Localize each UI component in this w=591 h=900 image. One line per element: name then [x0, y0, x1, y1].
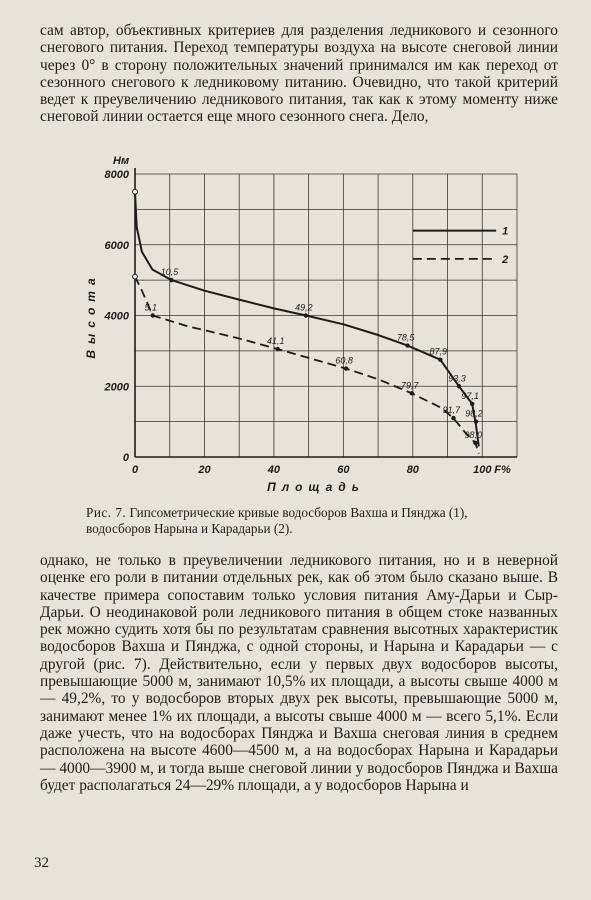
chart-legend — [413, 226, 508, 266]
y-tick-label: 4000 — [104, 310, 129, 323]
point-label: 79,7 — [401, 380, 419, 391]
caption-number: Рис. 7. — [86, 505, 127, 520]
point-label: 97,1 — [461, 390, 479, 401]
x-tick-label: 20 — [198, 464, 211, 476]
series-point — [410, 391, 414, 395]
chart-point-labels — [144, 267, 482, 440]
chart-ticks — [84, 155, 511, 494]
series-point — [451, 416, 455, 420]
legend-label-2: 2 — [502, 253, 509, 266]
y-unit-label: Нм — [113, 155, 130, 167]
point-label: 91,7 — [442, 405, 461, 416]
x-axis-label: Площадь — [267, 480, 365, 494]
series-point — [405, 343, 409, 347]
x-unit-label: F% — [494, 464, 511, 476]
series-point — [470, 402, 474, 406]
y-tick-label: 6000 — [104, 239, 129, 252]
series-point — [438, 358, 442, 362]
x-tick-label: 80 — [406, 464, 419, 476]
figure-caption — [86, 505, 506, 537]
series-point — [474, 419, 478, 423]
series-point — [304, 313, 308, 317]
page-number: 32 — [34, 855, 49, 871]
series-point — [344, 366, 348, 370]
point-label: 98,2 — [465, 408, 483, 419]
series-point — [473, 441, 477, 445]
point-label: 10,5 — [160, 267, 179, 278]
point-label: 5,1 — [144, 302, 157, 313]
paragraph-top: сам автор, объективных критериев для разделения ледникового и сезонного снегового питания. Переход температуры воздуха на высоте снеговой линии через 0° в сторону положительных значений принимался им как переход от сезонного снегового к ледниковому питанию. Очевидно, что такой критерий ведет к преувеличению ледникового питания, так как к этому моменту ниже снеговой линии остается еще много сезонного снега. Дело, — [40, 22, 558, 126]
point-label: 60,8 — [335, 355, 353, 366]
y-tick-label: 2000 — [104, 381, 129, 394]
caption-text: Гипсометрические кривые водосборов Вахша и Пянджа (1), водосборов Нарына и Карадарьи (2). — [86, 505, 468, 536]
y-axis-label: Высота — [84, 272, 98, 359]
point-label: 49,2 — [295, 302, 313, 313]
point-label: 78,5 — [396, 332, 415, 343]
x-tick-label: 100 — [473, 464, 492, 476]
series-point — [151, 313, 155, 317]
point-label: 87,9 — [429, 346, 448, 357]
paragraph-bottom: однако, не только в преувеличении ледникового питания, но и в неверной оценке его роли в питании отдельных рек, как об этом было сказано выше. В качестве примера сопоставим только условия питания Аму-Дарьи и Сыр-Дарьи. О неодинаковой роли ледникового питания в общем стоке названных рек можно судить хотя бы по результатам сравнения высотных характеристик водосборов Вахша и Пянджа, с одной стороны, и Нарына и Карадарьи — с другой (рис. 7). Действительно, если у первых двух водосборов высоты, превышающие 5000 м, занимают 10,5% их площади, а высоты свыше 4000 м — 49,2%, то у водосборов вторых двух рек высоты, превышающие 5000 м, занимают менее 1% их площади, а высоты свыше 4000 м — всего 5,1%. Если даже учесть, что на водосборах Пянджа и Вахша снеговая линия в среднем расположена на высоте 4600—4500 м, а на водосборах Нарына и Карадарьи — 4000—3900 м, и тогда выше снеговой линии у водосборов Пянджа и Вахша будет располагаться 24—29% площади, а у водосборов Нарына и — [40, 552, 558, 794]
x-tick-label: 40 — [267, 464, 281, 476]
chart-series — [133, 189, 479, 453]
point-label: 41,1 — [266, 336, 285, 347]
x-tick-label: 0 — [131, 464, 139, 476]
series-point — [276, 347, 280, 351]
y-tick-label: 8000 — [104, 169, 129, 181]
series-start-point — [133, 189, 138, 194]
point-label: 98,0 — [464, 429, 483, 440]
series-start-point — [133, 274, 138, 279]
y-tick-label: 0 — [122, 452, 129, 464]
series-point — [457, 384, 461, 388]
point-label: 93,3 — [448, 373, 466, 384]
x-tick-label: 60 — [337, 464, 350, 476]
legend-label-1: 1 — [502, 225, 509, 238]
series-point — [169, 278, 173, 282]
